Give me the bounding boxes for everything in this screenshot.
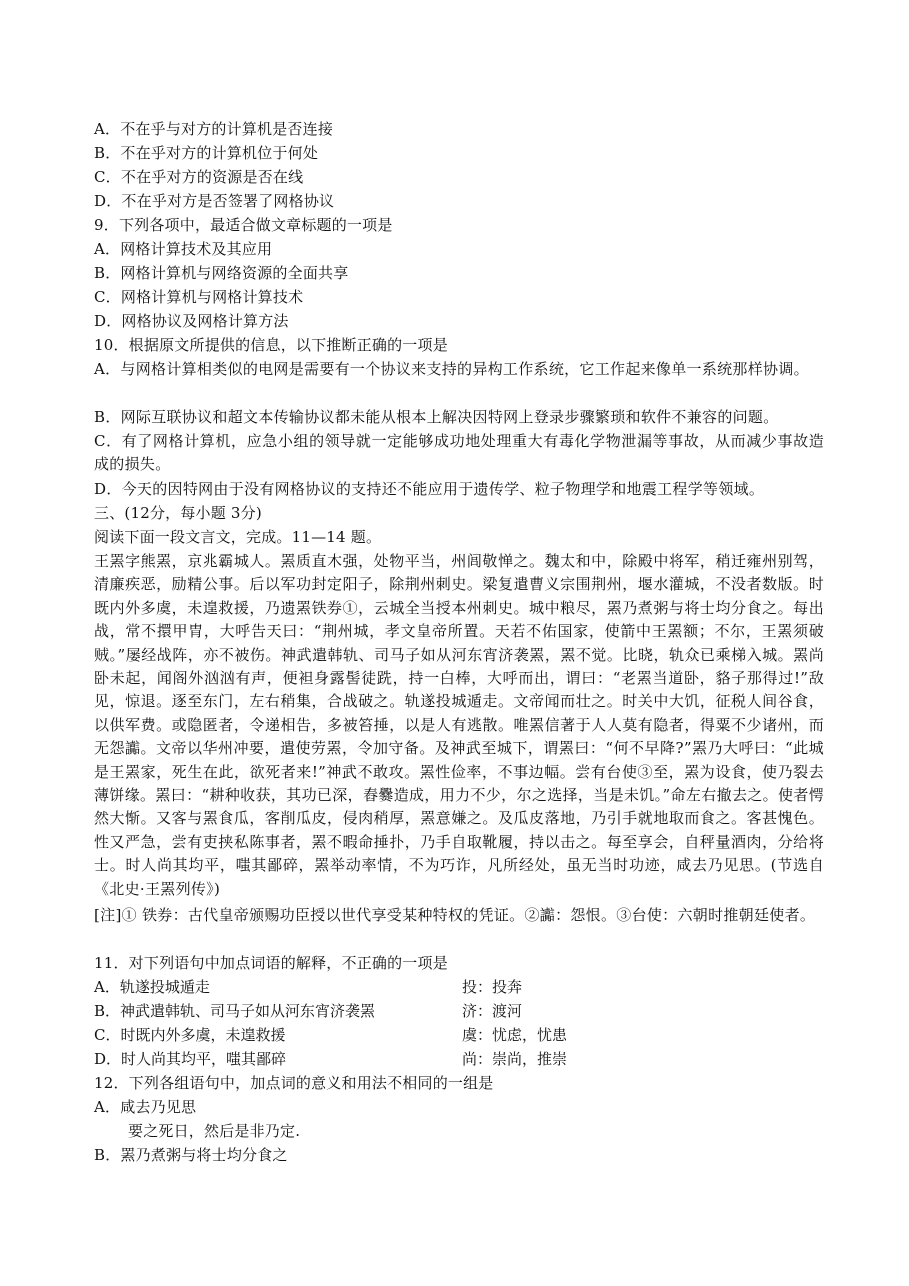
classical-passage: 王罴字熊罴，京兆霸城人。罴质直木强，处物平当，州闾敬惮之。魏太和中，除殿中将军，稍迁雍州别驾，清廉疾恶，励精公事。后以军功封定阳子，除荆州刺史。梁复遣曹义宗围荆州，堰水灌城，不没者数版。时既内外多虞，未遑救援，乃遗罴铁券①，云城全当授本州刺史。城中粮尽，罴乃煮粥与将士均分食之。每出战，常不擐甲胄，大呼告天曰：“荆州城，孝文皇帝所置。天若不佑国家，使箭中王罴额；不尔，王罴须破贼。”屡经战阵，亦不被伤。神武遣韩轨、司马子如从河东宵济袭罴，罴不觉。比晓，轨众已乘梯入城。罴尚卧未起，闻阁外汹汹有声，便袒身露髻徒跣，持一白棒，大呼而出，谓曰：“老罴当道卧，貉子那得过!”敌见，惊退。逐至东门，左右稍集，合战破之。轨遂投城遁走。文帝闻而壮之。时关中大饥，征税人间谷食，以供军费。或隐匿者，令递相告，多被笞捶，以是人有逃散。唯罴信著于人人莫有隐者，得粟不少诸州，而无怨讟。文帝以华州冲要，遣使劳罴，令加守备。及神武至城下，谓罴曰：“何不早降?”罴乃大呼曰：“此城是王罴家，死生在此，欲死者来!”神武不敢攻。罴性俭率，不事边幅。尝有台使③至，罴为设食，使乃裂去薄饼缘。罴曰：“耕种收获，其功已深，舂爨造成，用力不少，尔之选择，当是未饥。”命左右撤去之。使者愕然大惭。又客与罴食瓜，客削瓜皮，侵肉稍厚，罴意嫌之。及瓜皮落地，乃引手就地取而食之。客甚愧色。性又严急，尝有吏挟私陈事者，罴不暇命捶扑，乃手自取靴履，持以击之。每至享会，自秤量酒肉，分给将士。时人尚其均平，嗤其鄙碎，罴举动率情，不为巧诈，凡所经处，虽无当时功迹，咸去乃见思。(节选自《北史·王罴列传》) [94,552,824,898]
q9-option-a: A．网格计算技术及其应用 [94,240,273,258]
q11-option-c [94,1024,824,1047]
q9-stem: 9．下列各项中，最适合做文章标题的一项是 [94,216,393,234]
q11-option-c-text: C．时既内外多虞，未遑救援 [94,1026,286,1044]
q11-option-c-gloss: 虞：忧虑，忧患 [462,1026,568,1044]
q11-option-a-text: A．轨遂投城遁走 [94,978,210,996]
q9-option-c: C．网格计算机与网格计算技术 [94,288,304,306]
q11-option-d-gloss: 尚：崇尚，推崇 [462,1050,568,1068]
q10-option-c: C．有了网格计算机，应急小组的领导就一定能够成功地处理重大有毒化学物泄漏等事故，从而减少事故造成的损失。 [94,432,824,474]
q12-stem: 12．下列各组语句中，加点词的意义和用法不相同的一组是 [94,1074,494,1092]
q12-option-a-sub: 要之死日，然后是非乃定. [128,1122,301,1140]
q11-option-d-text: D．时人尚其均平，嗤其鄙碎 [94,1050,287,1068]
q8-option-d: D．不在乎对方是否签署了网格协议 [94,192,335,210]
q11-option-b-text: B．神武遣韩轨、司马子如从河东宵济袭罴 [94,1002,376,1020]
q8-option-a: A．不在乎与对方的计算机是否连接 [94,120,334,138]
q10-stem: 10．根据原文所提供的信息，以下推断正确的一项是 [94,336,448,354]
q10-option-d: D．今天的因特网由于没有网格协议的支持还不能应用于遗传学、粒子物理学和地震工程学等领域。 [94,480,765,498]
section-instruction: 阅读下面一段文言文，完成。11—14 题。 [94,528,382,546]
q8-option-c: C．不在乎对方的资源是否在线 [94,168,304,186]
q11-option-a-gloss: 投：投奔 [462,978,523,996]
q11-stem: 11．对下列语句中加点词语的解释，不正确的一项是 [94,954,448,972]
q10-option-b: B．网际互联协议和超文本传输协议都未能从根本上解决因特网上登录步骤繁琐和软件不兼容的问题。 [94,408,779,426]
q11-option-b-gloss: 济：渡河 [462,1002,523,1020]
q12-option-a: A．咸去乃见思 [94,1098,197,1116]
q10-option-a: A．与网格计算相类似的电网是需要有一个协议来支持的异构工作系统，它工作起来像单一系统那样协调。 [94,360,809,378]
q9-option-d: D．网格协议及网格计算方法 [94,312,289,330]
section-heading: 三、(12分，每小题 3分) [94,504,262,522]
q8-option-b: B．不在乎对方的计算机位于何处 [94,144,319,162]
q12-option-b: B．罴乃煮粥与将士均分食之 [94,1146,288,1164]
q9-option-b: B．网格计算机与网络资源的全面共享 [94,264,349,282]
passage-note: [注]① 铁券：古代皇帝颁赐功臣授以世代享受某种特权的凭证。②讟：怨恨。③台使：六朝时推朝廷使者。 [94,906,816,924]
q11-option-d [94,1048,824,1071]
q11-option-b [94,1000,824,1023]
q11-option-a [94,976,824,999]
